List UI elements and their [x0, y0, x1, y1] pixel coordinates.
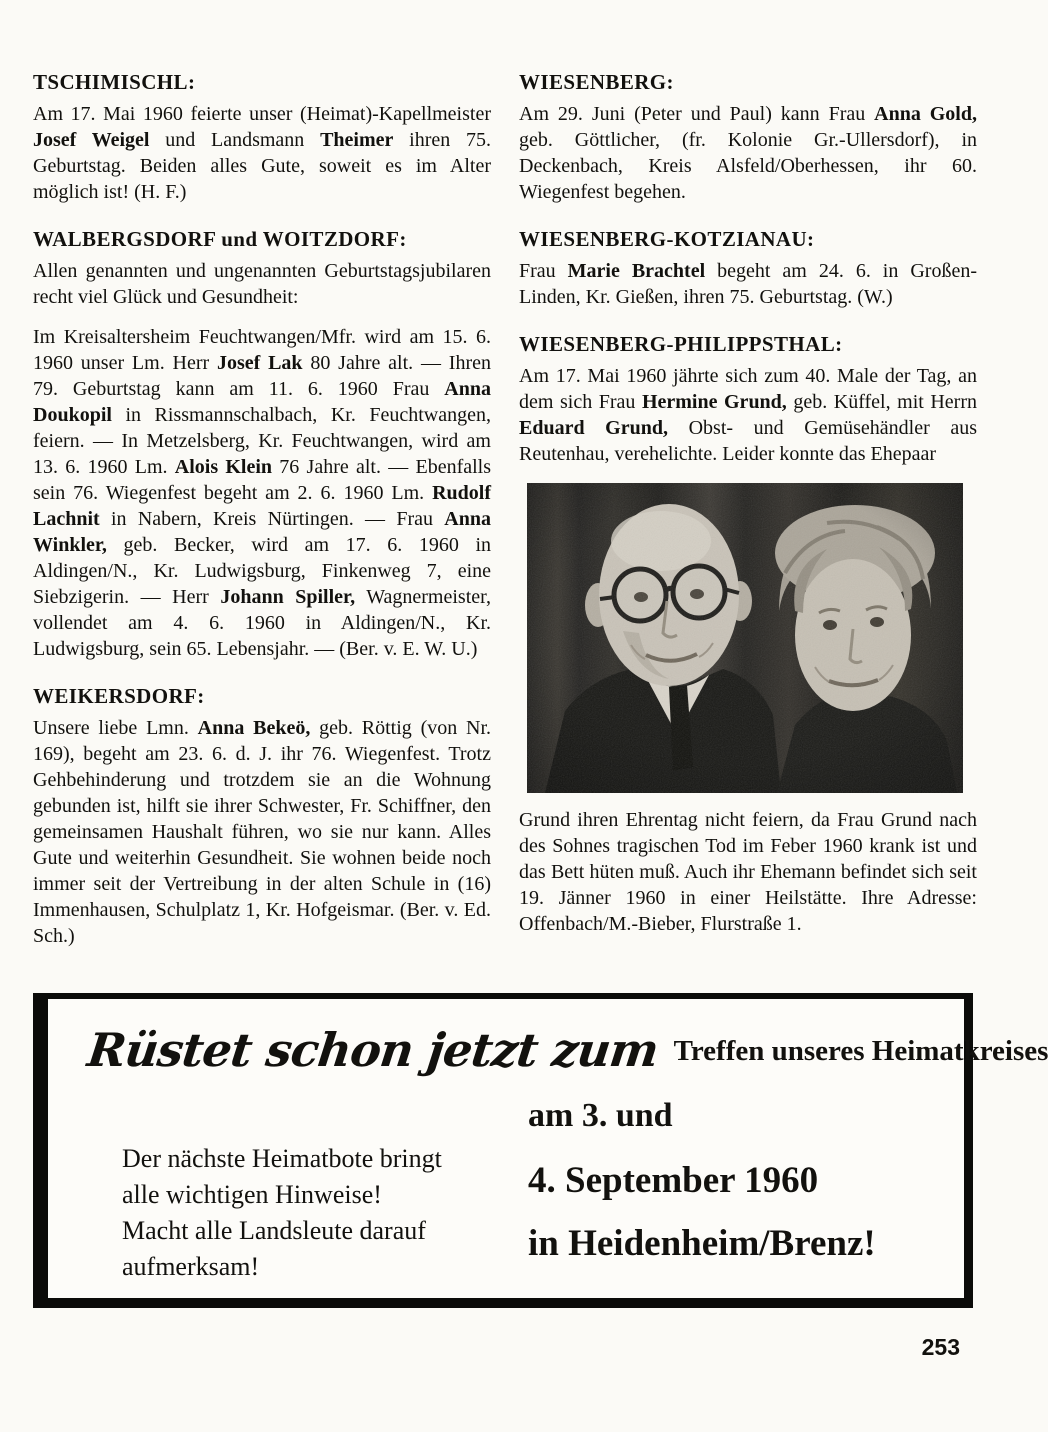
- ad-headline-script: Rüstet schon jetzt zum: [84, 1023, 661, 1077]
- ad-dates: [528, 1097, 876, 1265]
- section-heading: TSCHIMISCHL:: [33, 70, 196, 94]
- ad-note-line: Der nächste Heimatbote bringt: [122, 1144, 442, 1173]
- section-body: Frau Marie Brachtel begeht am 24. 6. in Großen-Linden, Kr. Gießen, ihren 75. Geburtstag. (W.): [519, 260, 977, 308]
- ad-date-line: in Heidenheim/Brenz!: [528, 1223, 876, 1264]
- section-body: Unsere liebe Lmn. Anna Bekeö, geb. Röttig (von Nr. 169), begeht am 23. 6. d. J. ihr 76. Wiegenfest. Trotz Gehbehinderung und trotzdem sie an die Wohnung gebunden ist, hilft sie ihrer Schwester, Fr. Schiffner, den gemeinsamen Haushalt führen, wo sie nur kann. Alles Gute und weiterhin Gesundheit. Sie wohnen beide noch immer seit der Vertreibung in der alten Schule in (16) Immenhausen, Schulplatz 1, Kr. Hofgeismar. (Ber. v. Ed. Sch.): [33, 717, 492, 947]
- section-tschimischl: [33, 70, 491, 205]
- section-heading: WIESENBERG-KOTZIANAU:: [519, 227, 815, 251]
- couple-photo: [527, 483, 963, 793]
- ad-headline: [84, 1023, 1048, 1077]
- section-body: Am 17. Mai 1960 feierte unser (Heimat)-Kapellmeister Josef Weigel und Landsmann Theimer ihren 75. Geburtstag. Beiden alles Gute, soweit es im Alter möglich ist! (H. F.): [33, 103, 491, 203]
- section-body: Im Kreisaltersheim Feuchtwangen/Mfr. wird am 15. 6. 1960 unser Lm. Herr Josef Lak 80 Jahre alt. — Ihren 79. Geburtstag kann am 11. 6. 1960 Frau Anna Doukopil in Rissmannschalbach, Kr. Feuchtwangen, feiern. — In Metzelsberg, Kr. Feuchtwangen, wird am 13. 6. 1960 Lm. Alois Klein 76 Jahre alt. — Ebenfalls sein 76. Wiegenfest begeht am 2. 6. 1960 Lm. Rudolf Lachnit in Nabern, Kreis Nürtingen. — Frau Anna Winkler, geb. Becker, wird am 17. 6. 1960 in Aldingen/N., Kr. Ludwigsburg, Finkenweg 7, eine Siebzigerin. — Herr Johann Spiller, Wagnermeister, vollendet am 4. 6. 1960 in Aldingen/N., Kr. Ludwigsburg, sein 65. Lebensjahr. — (Ber. v. E. W. U.): [33, 326, 492, 660]
- ad-box: [33, 993, 1048, 1308]
- section-wiesenberg: [519, 70, 977, 205]
- section-wiesenberg-philippsthal: [519, 332, 977, 937]
- photo-grain: [527, 483, 963, 793]
- section-weikersdorf: [33, 684, 491, 949]
- section-intro: Allen genannten und ungenannten Geburtstagsjubilaren recht viel Glück und Gesundheit:: [33, 260, 491, 308]
- section-walbergsdorf-woitzdorf: [33, 227, 491, 662]
- text-columns: [33, 70, 977, 949]
- section-heading: WEIKERSDORF:: [33, 684, 205, 708]
- ad-note: [122, 1141, 442, 1285]
- section-wiesenberg-kotzianau: [519, 227, 977, 310]
- ad-note-line: Macht alle Landsleute darauf: [122, 1216, 426, 1245]
- ad-date-line: 4. September 1960: [528, 1160, 819, 1201]
- ad-note-line: aufmerksam!: [122, 1252, 260, 1281]
- ad-date-line: am 3. und: [528, 1097, 673, 1134]
- page-number: 253: [921, 1334, 960, 1360]
- section-heading: WIESENBERG:: [519, 70, 674, 94]
- ad-headline-text: Treffen unseres Heimatkreises: [673, 1035, 1048, 1067]
- section-body: Am 17. Mai 1960 jährte sich zum 40. Male der Tag, an dem sich Frau Hermine Grund, geb. Küffel, mit Herrn Eduard Grund, Obst- und Gemüsehändler aus Reutenhau, verehelichte. Leider konnte das Ehepaar: [519, 365, 977, 465]
- column-left: [33, 70, 491, 949]
- column-right: [519, 70, 977, 949]
- section-body-continued: Grund ihren Ehrentag nicht feiern, da Frau Grund nach des Sohnes tragischen Tod im Feber 1960 krank ist und das Bett hüten muß. Auch ihr Ehemann befindet sich seit 19. Jänner 1960 in einer Heilstätte. Ihre Adresse: Offenbach/M.-Bieber, Flurstraße 1.: [519, 809, 977, 935]
- section-heading: WALBERGSDORF und WOITZDORF:: [33, 227, 407, 251]
- ad-note-line: alle wichtigen Hinweise!: [122, 1180, 382, 1209]
- section-body: Am 29. Juni (Peter und Paul) kann Frau Anna Gold, geb. Göttlicher, (fr. Kolonie Gr.-Ullersdorf), in Deckenbach, Kreis Alsfeld/Oberhessen, ihr 60. Wiegenfest begehen.: [519, 103, 977, 203]
- section-heading: WIESENBERG-PHILIPPSTHAL:: [519, 332, 843, 356]
